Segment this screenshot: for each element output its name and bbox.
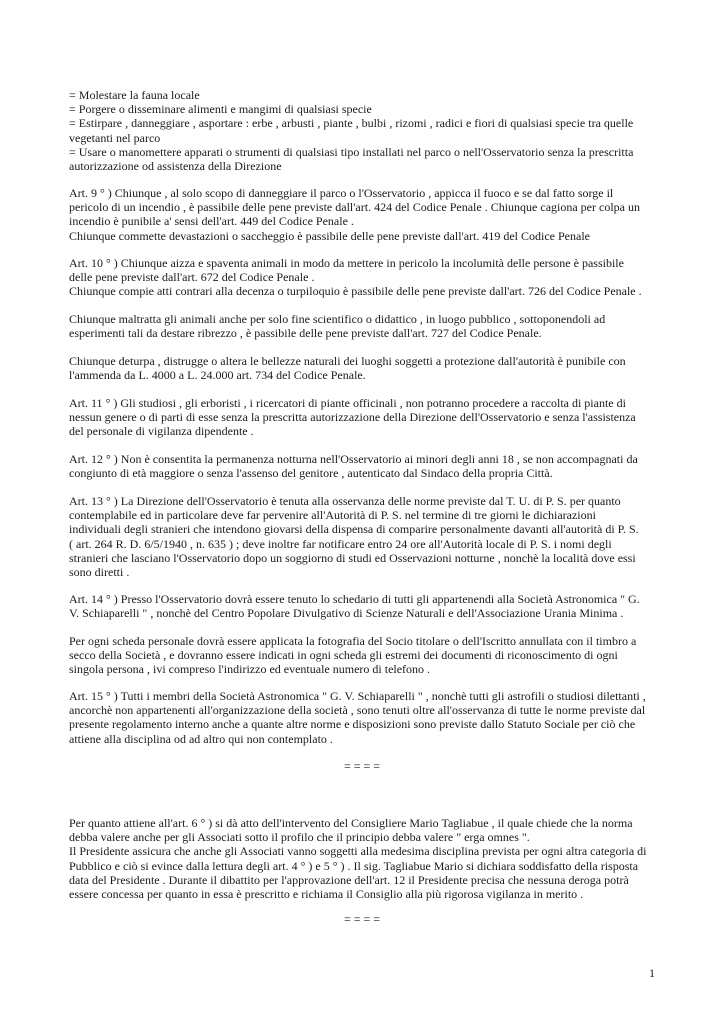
page-number: 1	[649, 966, 655, 980]
prohibitions-list	[69, 88, 659, 173]
text-line: ( art. 264 R. D. 6/5/1940 , n. 635 ) ; deve inoltre far notificare entro 24 ore all'Autorità locale di P. S. i nomi degli	[69, 536, 612, 551]
paragraph-council-minutes	[69, 816, 659, 901]
prohibition-item	[69, 116, 659, 144]
paragraph-personal-record	[69, 634, 659, 677]
text-line: ancorchè non appartenenti all'organizzazione della società , sono tenuti oltre all'osservanza di tutte le norme previste dal	[69, 703, 646, 718]
text-line: individuali degli stranieri che intendono giovarsi della dispensa di comparire personalmente davanti all'autorità di P. S.	[69, 522, 639, 537]
section-separator: = = = =	[343, 759, 381, 773]
text-line: vegetanti nel parco	[69, 130, 161, 145]
text-line: stranieri che lasciano l'Osservatorio dopo un soggiorno di studi ed Osservazioni notturne , nonchè la località dove essi	[69, 550, 636, 565]
paragraph-animal-cruelty	[69, 312, 659, 340]
text-line: nessun genere o di parti di esse senza la prescritta autorizzazione della Direzione dell'Osservatorio e senza l'assistenza	[69, 410, 636, 425]
text-line: Il Presidente assicura che anche gli Associati vanno soggetti alla medesima disciplina prevista per ogni altra categoria di	[69, 844, 647, 859]
paragraph-art-10	[69, 256, 659, 299]
paragraph-art-11	[69, 396, 659, 439]
text-line: del personale di vigilanza dipendente .	[69, 424, 254, 439]
text-line: singola persona , ivi compreso l'indirizzo ed eventuale numero di telefono .	[69, 662, 431, 677]
paragraph-natural-beauty	[69, 354, 659, 382]
paragraph-art-9	[69, 186, 659, 243]
text-line: Chiunque commette devastazioni o saccheggio è passibile delle pene previste dall'art. 419 del Codice Penale	[69, 228, 590, 243]
text-line: V. Schiaparelli " , nonchè del Centro Popolare Divulgativo di Scienze Naturali e dell'Associazione Urania Minima .	[69, 606, 624, 621]
paragraph-art-12	[69, 452, 659, 480]
prohibition-item	[69, 145, 659, 173]
text-line: sono diretti .	[69, 565, 130, 580]
text-line: = Estirpare , danneggiare , asportare : erbe , arbusti , piante , bulbi , rizomi , radici e fiori di qualsiasi specie tra quelle	[69, 116, 634, 131]
text-line: Art. 11 ° ) Gli studiosi , gli erboristi , i ricercatori di piante officinali , non potranno procedere a raccolta di piante di	[69, 396, 626, 410]
text-line: congiunto di età maggiore o senza l'assenso del genitore , autenticato dal Sindaco della propria Città.	[69, 466, 553, 481]
text-line: = Usare o manomettere apparati o strumenti di qualsiasi tipo installati nel parco o nell'Osservatorio senza la prescritta	[69, 144, 634, 159]
text-line: l'ammenda da L. 4000 a L. 24.000 art. 734 del Codice Penale.	[69, 368, 366, 383]
text-line: Art. 13 ° ) La Direzione dell'Osservatorio è tenuta alla osservanza delle norme previste dal T. U. di P. S. per quanto	[69, 494, 621, 508]
text-line: Per ogni scheda personale dovrà essere applicata la fotografia del Socio titolare o dell'Iscritto annullata con il timbro a	[69, 634, 637, 648]
text-line: Chiunque deturpa , distrugge o altera le bellezze naturali dei luoghi soggetti a protezione dall'autorità è punibile con	[69, 354, 626, 368]
text-line: = Molestare la fauna locale	[69, 88, 200, 102]
text-line: Art. 12 ° ) Non è consentita la permanenza notturna nell'Osservatorio ai minori degli anni 18 , se non accompagnati da	[69, 452, 638, 466]
text-line: delle pene previste dall'art. 672 del Codice Penale .	[69, 270, 315, 285]
text-line: Per quanto attiene all'art. 6 ° ) si dà atto dell'intervento del Consigliere Mario Tagliabue , il quale chiede che la norma	[69, 816, 633, 830]
text-line: Chiunque maltratta gli animali anche per solo fine scientifico o didattico , in luogo pubblico , sottoponendoli ad	[69, 312, 606, 326]
prohibition-item	[69, 88, 659, 102]
text-line: Art. 10 ° ) Chiunque aizza e spaventa animali in modo da mettere in pericolo la incolumità delle persone è passibile	[69, 256, 624, 270]
text-line: data del Presidente . Durante il dibattito per l'approvazione dell'art. 12 il Presidente precisa che nessuna deroga potrà	[69, 872, 629, 887]
text-line: attiene alla disciplina od ad altro qui non contemplato .	[69, 731, 333, 746]
prohibition-item	[69, 102, 659, 116]
text-line: Art. 14 ° ) Presso l'Osservatorio dovrà essere tenuto lo schedario di tutti gli appartenendi alla Società Astronomica " G.	[69, 592, 640, 606]
text-line: incendio è punibile a' sensi dell'art. 449 del Codice Penale .	[69, 214, 354, 229]
text-line: Art. 9 ° ) Chiunque , al solo scopo di danneggiare il parco o l'Osservatorio , appicca il fuoco e se dal fatto sorge il	[69, 186, 614, 200]
text-line: presente regolamento interno anche a quante altre norme e disposizioni sono previste dallo Statuto Sociale per ciò che	[69, 717, 636, 732]
text-line: pericolo di un incendio , è passibile delle pene previste dall'art. 424 del Codice Penale . Chiunque cagiona per colpa un	[69, 200, 640, 215]
text-line: essere concessa per quanto in essa è prescritto e richiama il Consiglio alla più rigorosa vigilanza in merito .	[69, 887, 584, 902]
text-line: Chiunque compie atti contrari alla decenza o turpiloquio è passibile delle pene previste dall'art. 726 del Codice Penale .	[69, 284, 642, 299]
text-line: debba valere anche per gli Associati sotto il profilo che il principio debba valere " erga omnes ".	[69, 830, 530, 845]
text-line: contemplabile ed in particolare deve far pervenire all'Autorità di P. S. nel termine di tre giorni le dichiarazioni	[69, 508, 596, 523]
text-line: secco della Società , e dovranno essere indicati in ogni scheda gli estremi dei documenti di riconoscimento di ogni	[69, 648, 618, 663]
paragraph-art-15	[69, 689, 659, 746]
text-line: autorizzazione od assistenza della Direzione	[69, 159, 282, 174]
text-line: Pubblico e ciò si evince dalla lettura degli art. 4 ° ) e 5 ° ) . Il sig. Tagliabue Mario si dichiara soddisfatto della risposta	[69, 858, 639, 873]
text-line: = Porgere o disseminare alimenti e mangimi di qualsiasi specie	[69, 102, 372, 117]
paragraph-art-14	[69, 592, 659, 620]
paragraph-art-13	[69, 494, 659, 579]
text-line: Art. 15 ° ) Tutti i membri della Società Astronomica " G. V. Schiaparelli " , nonchè tutti gli astrofili o studiosi dilettanti ,	[69, 689, 646, 703]
text-line: esperimenti tali da destare ribrezzo , è passibile delle pene previste dall'art. 727 del Codice Penale.	[69, 326, 542, 341]
section-separator: = = = =	[343, 912, 381, 926]
